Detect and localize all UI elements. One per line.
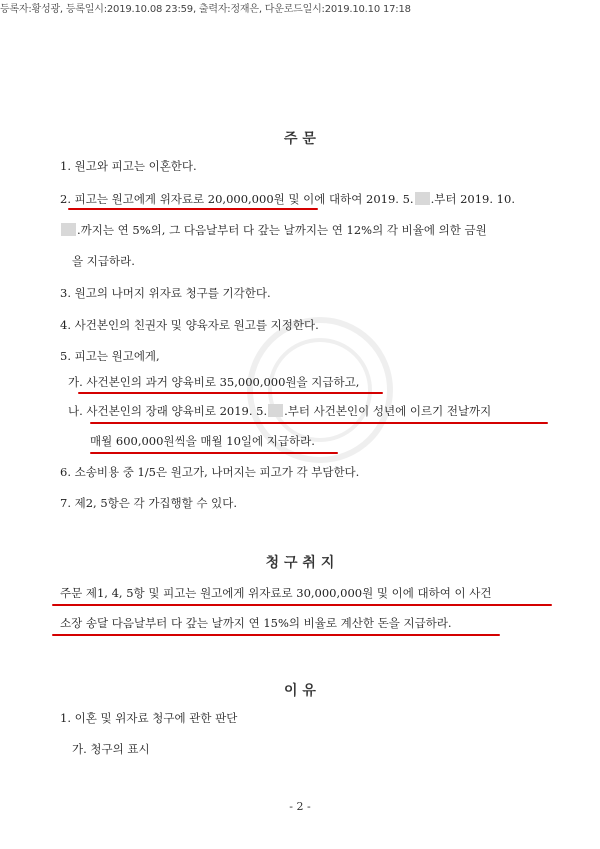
- reason-item-1: 1. 이혼 및 위자료 청구에 관한 판단: [60, 711, 238, 725]
- order-item-2-line-1: [60, 191, 515, 207]
- order-item-5b-line-1: [68, 403, 491, 419]
- order-item-5b-line-2: 매월 600,000원씩을 매월 10일에 지급하라.: [90, 434, 315, 448]
- underline-mark: [52, 604, 552, 606]
- underline-mark: [52, 634, 500, 636]
- underline-mark: [90, 422, 548, 424]
- order-item-5: 5. 피고는 원고에게,: [60, 349, 160, 363]
- claim-heading: 청 구 취 지: [265, 555, 335, 571]
- redaction-box: [268, 404, 283, 417]
- order-item-5b-line-1-part-a: 나. 사건본인의 장래 양육비로 2019. 5.: [68, 404, 268, 418]
- order-item-2-line-1-part-a: 2. 피고는 원고에게 위자료로 20,000,000원 및 이에 대하여 2019. 5.: [60, 192, 414, 206]
- order-item-6: 6. 소송비용 중 1/5은 원고가, 나머지는 피고가 각 부담한다.: [60, 465, 360, 479]
- order-item-5a: 가. 사건본인의 과거 양육비로 35,000,000원을 지급하고,: [68, 375, 360, 389]
- order-item-2-line-2-text: .까지는 연 5%의, 그 다음날부터 다 갚는 날까지는 연 12%의 각 비율에 의한 금원: [77, 223, 487, 237]
- claim-line-1: 주문 제1, 4, 5항 및 피고는 원고에게 위자료로 30,000,000원 및 이에 대하여 이 사건: [60, 586, 492, 600]
- order-heading: 주 문: [284, 131, 316, 147]
- underline-mark: [78, 392, 383, 394]
- order-item-7: 7. 제2, 5항은 각 가집행할 수 있다.: [60, 496, 238, 510]
- header-text: 등록자:황성광, 등록일시:2019.10.08 23:59, 출력자:정재은, 다운로드일시:2019.10.10 17:18: [0, 4, 411, 15]
- order-item-2-line-1-part-b: .부터 2019. 10.: [430, 192, 515, 206]
- order-item-1: 1. 원고와 피고는 이혼한다.: [60, 159, 197, 173]
- redaction-box: [61, 223, 76, 236]
- order-item-2-line-3: 을 지급하라.: [72, 254, 135, 268]
- order-item-5b-line-1-part-b: .부터 사건본인이 성년에 이르기 전날까지: [284, 404, 492, 418]
- reason-item-1a: 가. 청구의 표시: [72, 742, 150, 756]
- underline-mark: [90, 452, 338, 454]
- underline-mark: [68, 208, 318, 210]
- redaction-box: [415, 192, 430, 205]
- order-item-3: 3. 원고의 나머지 위자료 청구를 기각한다.: [60, 286, 271, 300]
- reason-heading: 이 유: [284, 683, 316, 699]
- claim-line-2: 소장 송달 다음날부터 다 갚는 날까지 연 15%의 비율로 계산한 돈을 지급하라.: [60, 616, 452, 630]
- document-header: [0, 0, 411, 15]
- order-item-2-line-2: [60, 222, 487, 238]
- page-number: - 2 -: [289, 800, 311, 813]
- order-item-4: 4. 사건본인의 친권자 및 양육자로 원고를 지정한다.: [60, 318, 319, 332]
